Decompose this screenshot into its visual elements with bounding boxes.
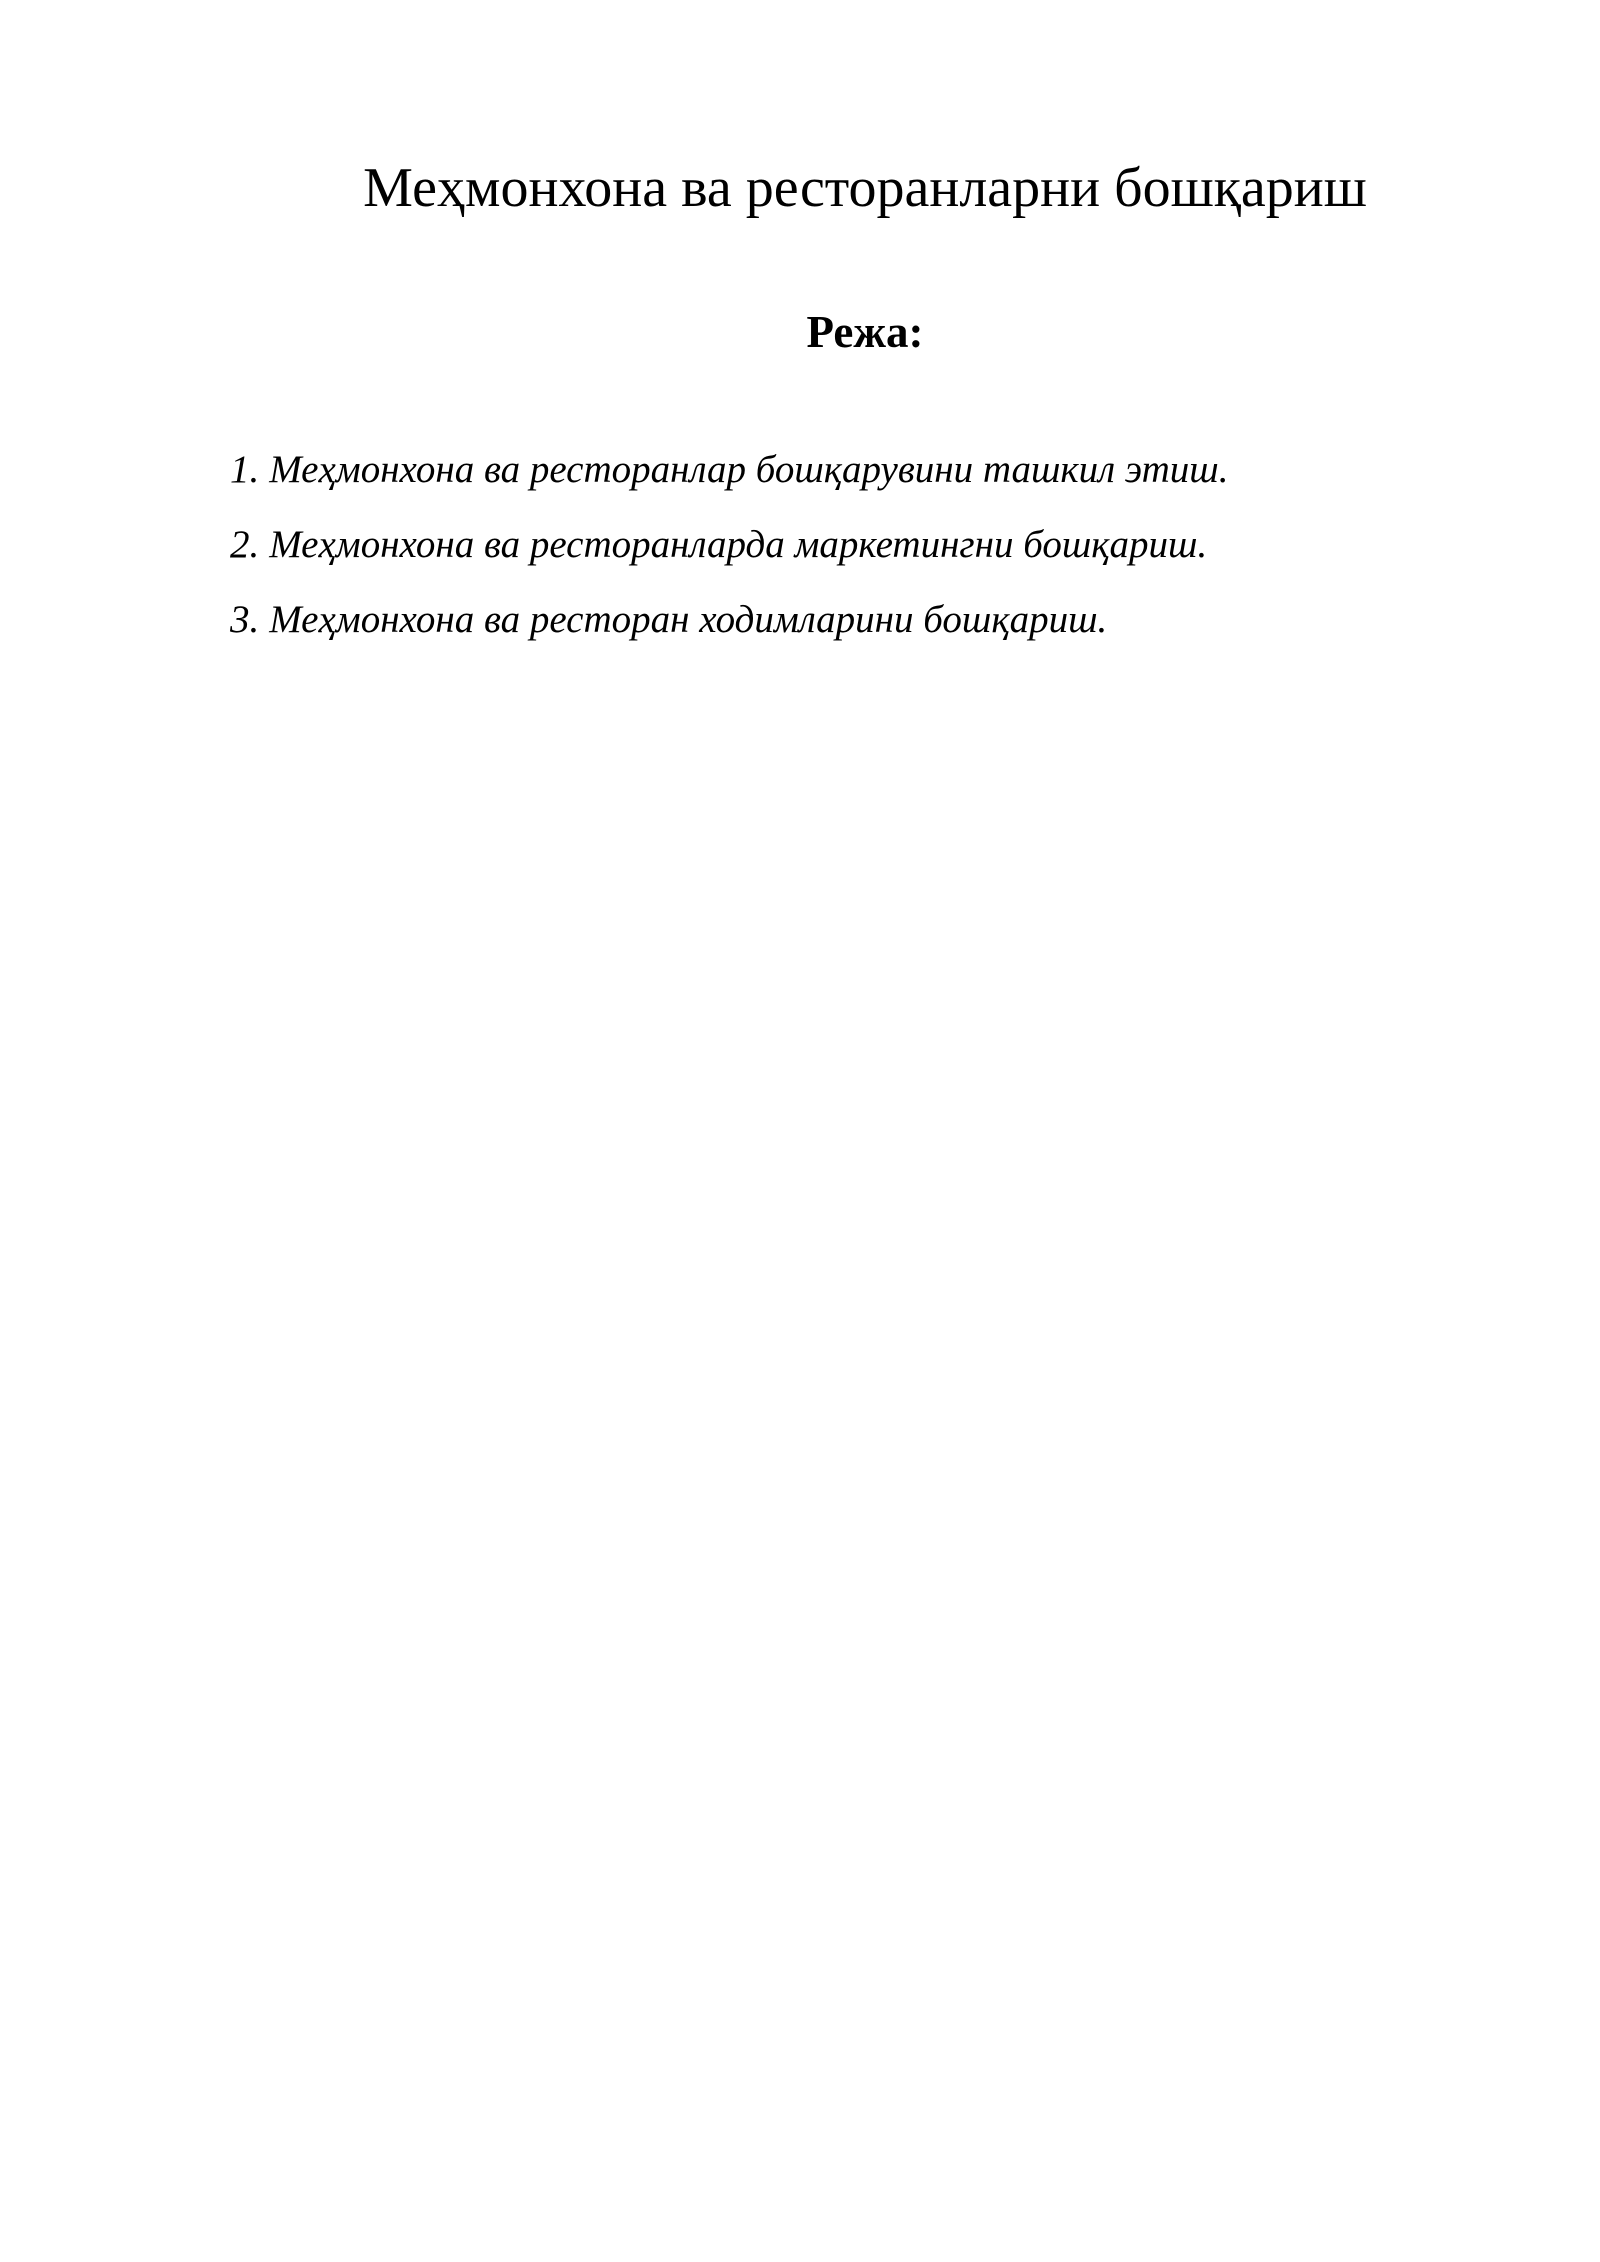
plan-item-1 (230, 444, 1480, 496)
plan-item-text: Меҳмонхона ва ресторанларда маркетингни бошқариш. (269, 523, 1208, 566)
plan-item-number: 2. (230, 523, 260, 566)
plan-heading: Режа: (806, 307, 924, 357)
plan-item-number: 1. (230, 448, 260, 491)
plan-item-2 (230, 519, 1480, 571)
document-title: Меҳмонхона ва ресторанларни бошқариш (363, 157, 1367, 219)
plan-item-number: 3. (230, 598, 260, 641)
plan-item-text: Меҳмонхона ва ресторанлар бошқарувини ташкил этиш. (269, 448, 1229, 491)
plan-item-text: Меҳмонхона ва ресторан ходимларини бошқариш. (269, 598, 1108, 641)
plan-item-3 (230, 594, 1480, 646)
plan-list (230, 444, 1480, 669)
